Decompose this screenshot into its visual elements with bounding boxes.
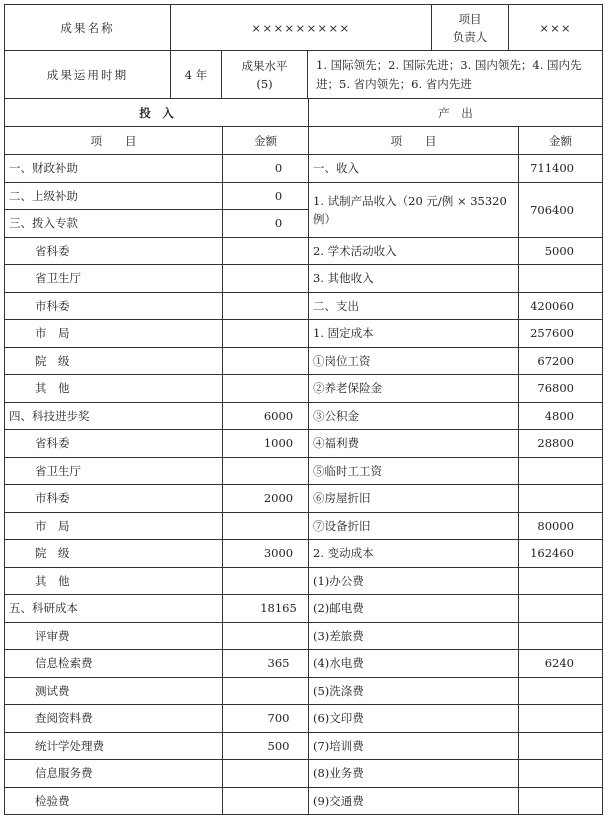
achievement-level-description: 1. 国际领先；2. 国际先进；3. 国内领先；4. 国内先进；5. 省内领先；6. 省内先进: [308, 51, 603, 99]
usage-period-label: 成果运用时期: [5, 51, 171, 99]
output-item: ②养老保险金: [309, 375, 519, 403]
output-item: 2. 学术活动收入: [309, 237, 519, 265]
project-leader-label: [432, 5, 509, 51]
section-input-heading: 投 入: [5, 99, 309, 127]
output-item: ⑥房屋折旧: [309, 485, 519, 513]
input-item: 省卫生厅: [5, 265, 223, 293]
output-amount: 706400: [519, 182, 603, 237]
output-item: ④福利费: [309, 430, 519, 458]
input-item: 五、科研成本: [5, 595, 223, 623]
column-header-input-amount: 金额: [223, 127, 309, 155]
input-item: 四、科技进步奖: [5, 402, 223, 430]
input-amount: [223, 292, 309, 320]
achievement-level-value: (5): [256, 76, 273, 91]
input-item: 市科委: [5, 292, 223, 320]
input-item: 市科委: [5, 485, 223, 513]
input-amount: [223, 457, 309, 485]
input-amount: [223, 760, 309, 788]
input-amount: [223, 622, 309, 650]
output-amount: 162460: [519, 540, 603, 568]
output-amount: [519, 622, 603, 650]
output-amount: 76800: [519, 375, 603, 403]
input-item: 省卫生厅: [5, 457, 223, 485]
usage-period-value: 4 年: [171, 51, 222, 99]
output-amount: [519, 677, 603, 705]
output-amount: [519, 265, 603, 293]
input-item: 省科委: [5, 430, 223, 458]
output-item: ①岗位工资: [309, 347, 519, 375]
output-amount: 5000: [519, 237, 603, 265]
input-output-table: [4, 98, 603, 815]
input-item: 院 级: [5, 347, 223, 375]
input-amount: [223, 567, 309, 595]
output-amount: 67200: [519, 347, 603, 375]
achievement-name-label: 成果名称: [5, 5, 171, 51]
input-amount: 700: [223, 705, 309, 733]
output-amount: 28800: [519, 430, 603, 458]
output-item: 1. 固定成本: [309, 320, 519, 348]
input-item: 其 他: [5, 375, 223, 403]
output-item: (4)水电费: [309, 650, 519, 678]
output-amount: [519, 485, 603, 513]
output-amount: 711400: [519, 155, 603, 183]
achievement-level-label-line1: 成果水平: [241, 58, 288, 73]
input-amount: 2000: [223, 485, 309, 513]
column-header-output-amount: 金额: [519, 127, 603, 155]
input-item: 检验费: [5, 787, 223, 815]
output-amount: 257600: [519, 320, 603, 348]
input-amount: 3000: [223, 540, 309, 568]
output-item: (1)办公费: [309, 567, 519, 595]
input-amount: [223, 265, 309, 293]
input-amount: 1000: [223, 430, 309, 458]
output-item: 二、支出: [309, 292, 519, 320]
output-item: (8)业务费: [309, 760, 519, 788]
output-item: 1. 试制产品收入（20 元/例 × 35320 例）: [309, 182, 519, 237]
output-item: ⑤临时工工资: [309, 457, 519, 485]
input-item: 市 局: [5, 512, 223, 540]
input-item: 院 级: [5, 540, 223, 568]
output-amount: 4800: [519, 402, 603, 430]
input-item: 查阅资料费: [5, 705, 223, 733]
output-amount: [519, 732, 603, 760]
input-amount: 365: [223, 650, 309, 678]
input-item: 省科委: [5, 237, 223, 265]
output-amount: [519, 787, 603, 815]
output-item: 3. 其他收入: [309, 265, 519, 293]
input-amount: [223, 347, 309, 375]
input-amount: 500: [223, 732, 309, 760]
input-amount: [223, 375, 309, 403]
input-amount: [223, 320, 309, 348]
output-amount: [519, 705, 603, 733]
input-item: 评审费: [5, 622, 223, 650]
achievement-level-label: [222, 51, 308, 99]
input-amount: [223, 787, 309, 815]
output-item: (9)交通费: [309, 787, 519, 815]
input-item: 市 局: [5, 320, 223, 348]
output-amount: [519, 595, 603, 623]
input-amount: 0: [223, 182, 309, 210]
output-amount: [519, 567, 603, 595]
input-item: 其 他: [5, 567, 223, 595]
output-item: (3)差旅费: [309, 622, 519, 650]
output-amount: 6240: [519, 650, 603, 678]
project-leader-label-line1: 项目: [458, 11, 482, 26]
input-item: 一、财政补助: [5, 155, 223, 183]
input-amount: [223, 512, 309, 540]
output-item: (6)文印费: [309, 705, 519, 733]
input-amount: [223, 677, 309, 705]
input-item: 二、上级补助: [5, 182, 223, 210]
input-item: 信息检索费: [5, 650, 223, 678]
column-header-input-item: 项 目: [5, 127, 223, 155]
input-amount: 0: [223, 210, 309, 238]
output-item: (7)培训费: [309, 732, 519, 760]
section-output-heading: 产 出: [309, 99, 603, 127]
output-amount: 420060: [519, 292, 603, 320]
input-item: 统计学处理费: [5, 732, 223, 760]
output-item: ⑦设备折旧: [309, 512, 519, 540]
input-amount: 0: [223, 155, 309, 183]
input-item: 信息服务费: [5, 760, 223, 788]
project-leader-label-line2: 负责人: [452, 29, 488, 44]
input-amount: 18165: [223, 595, 309, 623]
output-item: (5)洗涤费: [309, 677, 519, 705]
achievement-name-value: ×××××××××: [171, 5, 432, 51]
output-amount: [519, 760, 603, 788]
output-amount: 80000: [519, 512, 603, 540]
form-header-table: [4, 4, 603, 99]
input-item: 三、拨入专款: [5, 210, 223, 238]
project-leader-value: ×××: [509, 5, 603, 51]
input-amount: 6000: [223, 402, 309, 430]
output-item: 一、收入: [309, 155, 519, 183]
output-item: 2. 变动成本: [309, 540, 519, 568]
input-item: 测试费: [5, 677, 223, 705]
output-item: ③公积金: [309, 402, 519, 430]
output-amount: [519, 457, 603, 485]
output-item: (2)邮电费: [309, 595, 519, 623]
column-header-output-item: 项 目: [309, 127, 519, 155]
input-amount: [223, 237, 309, 265]
